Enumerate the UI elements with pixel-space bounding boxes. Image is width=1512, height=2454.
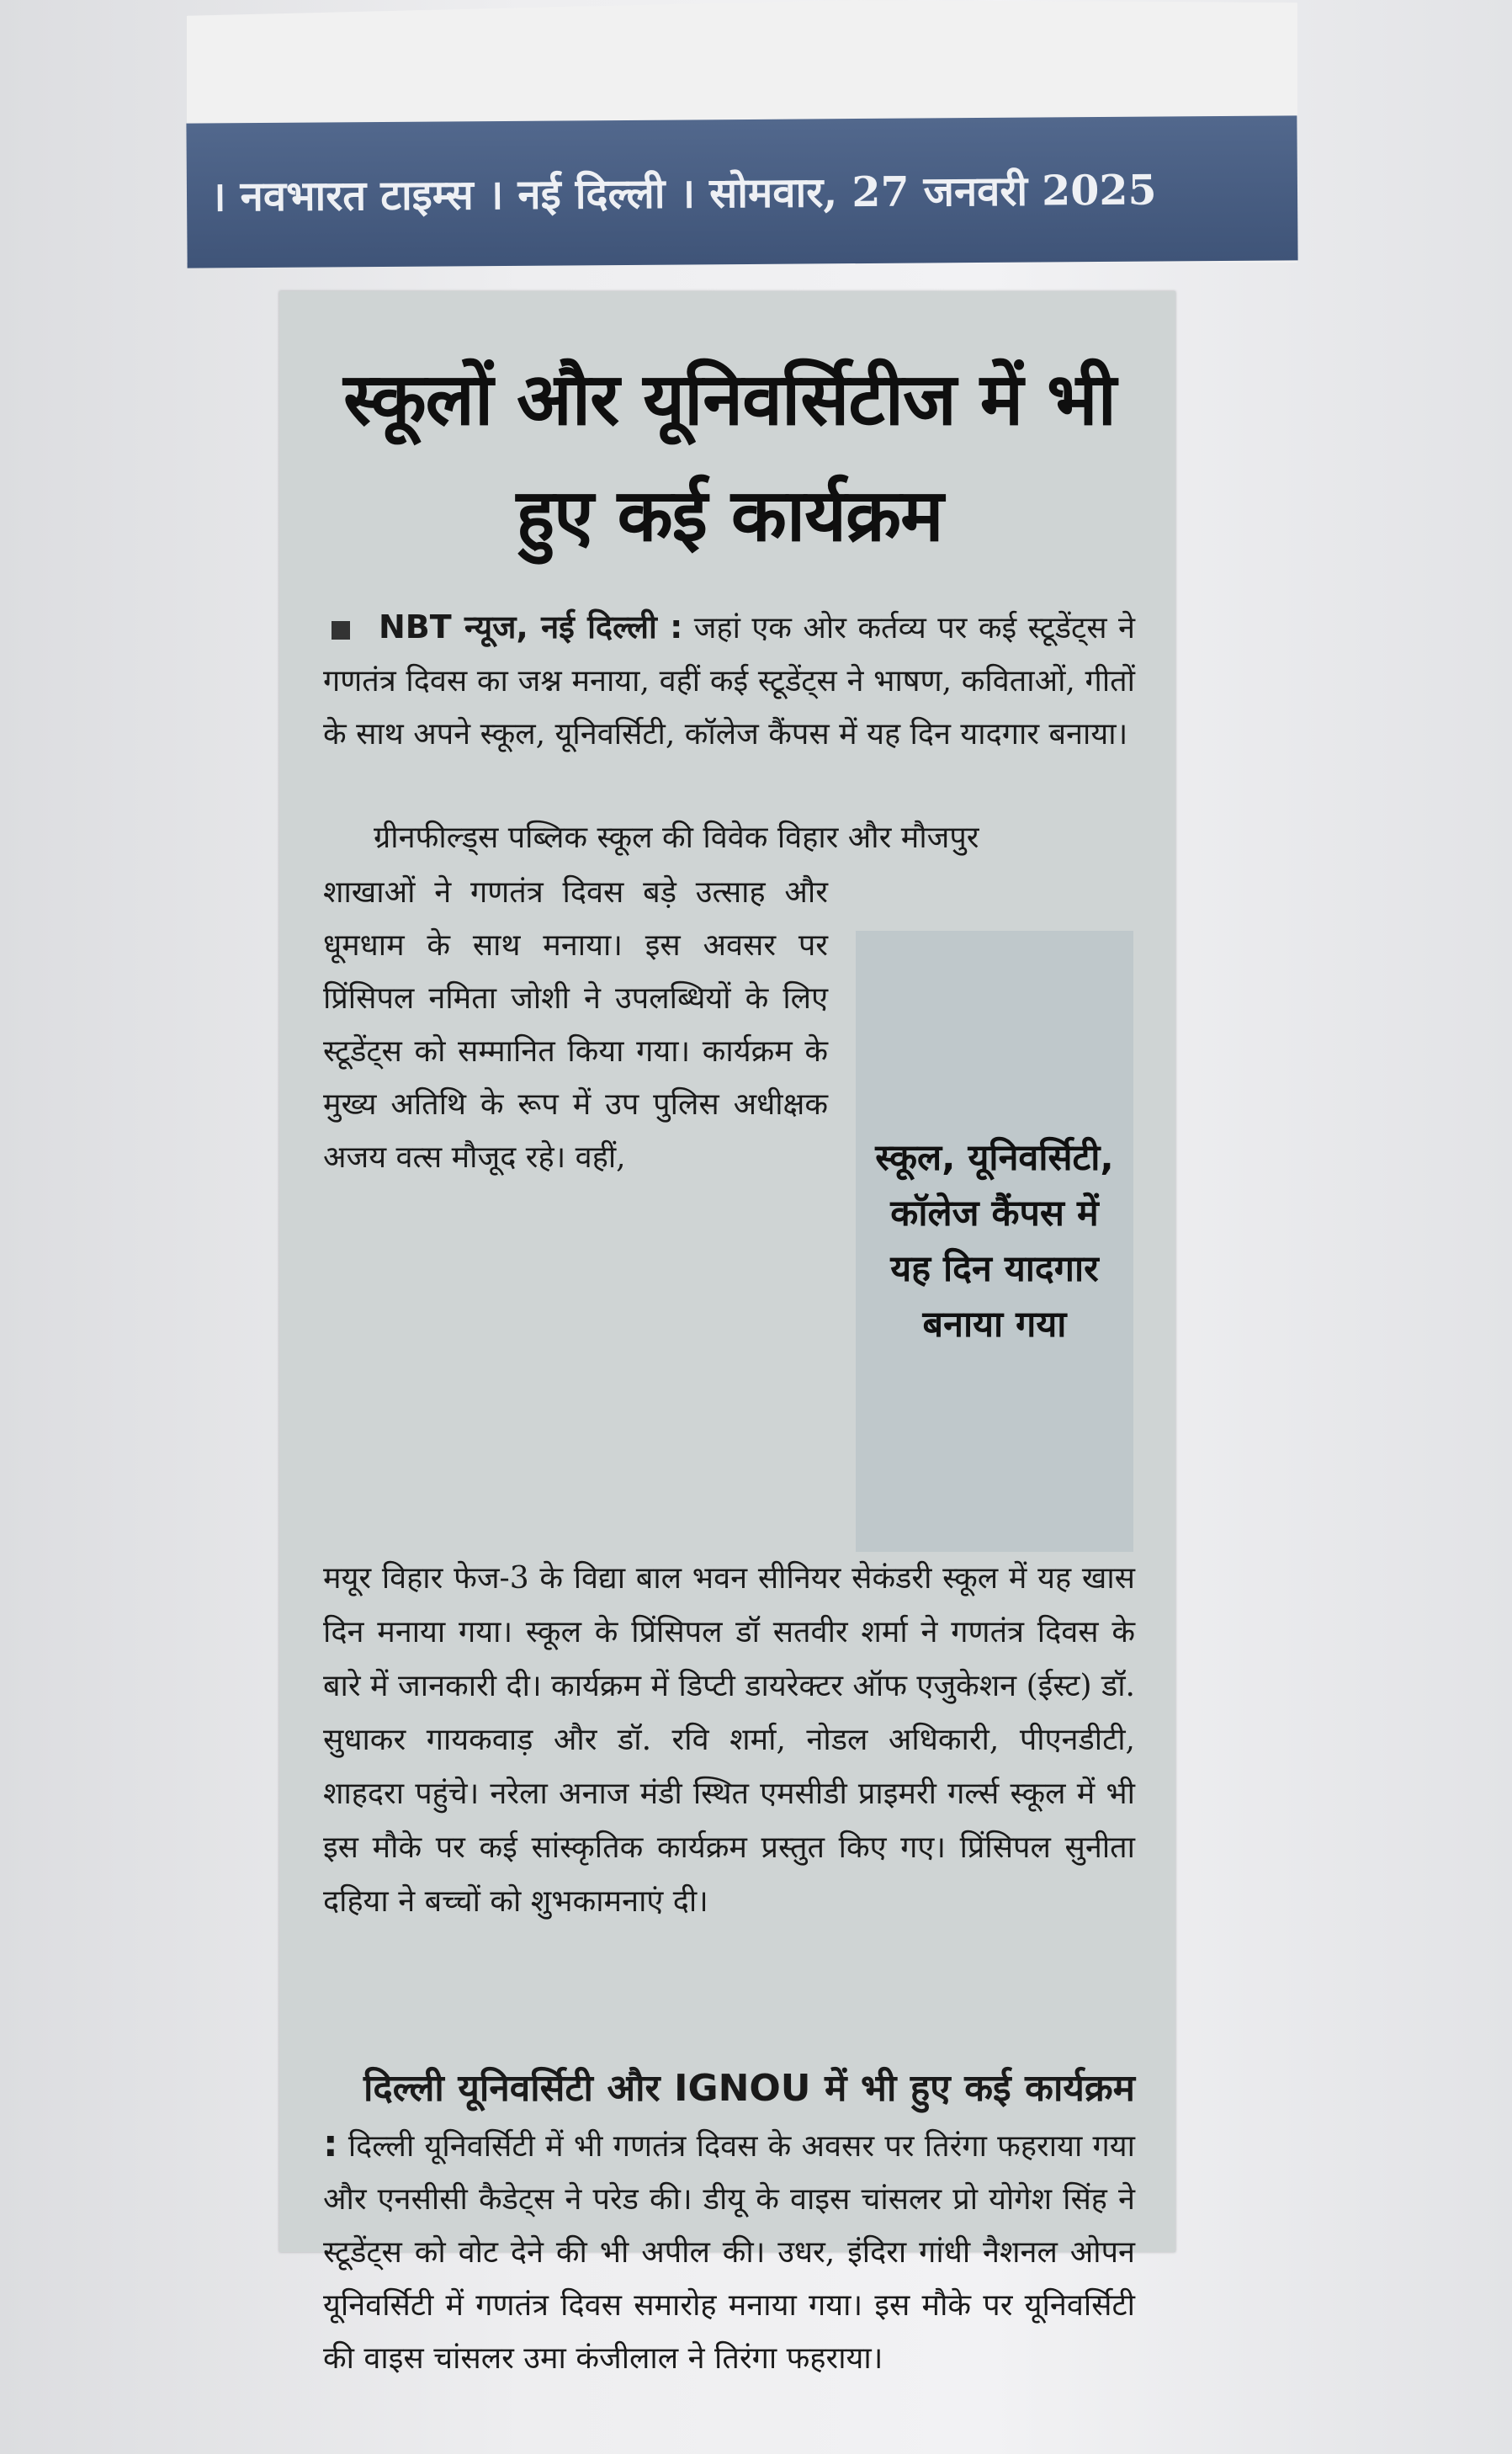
paragraph-intro [323,601,1135,761]
paragraph-greenfields-first-line: ग्रीनफील्ड्स पब्लिक स्कूल की विवेक विहार और मौजपुर [374,821,979,855]
byline: NBT न्यूज, नई दिल्ली : [379,608,683,645]
pull-quote-text: स्कूल, यूनिवर्सिटी, कॉलेज कैंपस में यह दिन यादगार बनाया गया [875,1137,1114,1346]
paragraph-greenfields-column: शाखाओं ने गणतंत्र दिवस बड़े उत्साह और धूमधाम के साथ मनाया। इस अवसर पर प्रिंसिपल नमिता जोशी ने उपलब्धियों के लिए स्टूडेंट्स को सम्मानित किया गया। कार्यक्रम के मुख्य अतिथि के रूप में उप पुलिस अधीक्षक अजय वत्स मौजूद रहे। वहीं, [323,875,828,1175]
dateline-band [186,115,1297,268]
news-clipping [279,291,1175,2376]
pull-quote-box [856,931,1133,1552]
headline: स्कूलों और यूनिवर्सिटीज में भी हुए कई कार्यक्रम [343,358,1116,558]
intro-text: जहां एक ओर कर्तव्य पर कई स्टूडेंट्स ने गणतंत्र दिवस का जश्न मनाया, वहीं कई स्टूडेंट्स ने भाषण, कविताओं, गीतों के साथ अपने स्कूल, यूनिवर्सिटी, कॉलेज कैंपस में यह दिन यादगार बनाया। [323,611,1135,752]
subheading: दिल्ली यूनिवर्सिटी और IGNOU में भी हुए कई कार्यक्रम : [323,2067,1135,2165]
bullet-square-icon [332,621,350,640]
universities-text: दिल्ली यूनिवर्सिटी में भी गणतंत्र दिवस के अवसर पर तिरंगा फहराया गया और एनसीसी कैडेट्स ने परेड की। डीयू के वाइस चांसलर प्रो योगेश सिंह ने स्टूडेंट्स को वोट देने की भी अपील की। उधर, इंदिरा गांधी नैशनल ओपन यूनिवर्सिटी में गणतंत्र दिवस समारोह मनाया गया। इस मौके पर यूनिवर्सिटी की वाइस चांसलर उमा कंजीलाल ने तिरंगा फहराया। [323,2129,1135,2376]
dateline-text: । नवभारत टाइम्स । नई दिल्ली । सोमवार, 27 जनवरी 2025 [210,165,1157,221]
paragraph-schools: मयूर विहार फेज-3 के विद्या बाल भवन सीनियर सेकंडरी स्कूल में यह खास दिन मनाया गया। स्कूल के प्रिंसिपल डॉ सतवीर शर्मा ने गणतंत्र दिवस के बारे में जानकारी दी। कार्यक्रम में डिप्टी डायरेक्टर ऑफ एजुकेशन (ईस्ट) डॉ. सुधाकर गायकवाड़ और डॉ. रवि शर्मा, नोडल अधिकारी, पीएनडीटी, शाहदरा पहुंचे। नरेला अनाज मंडी स्थित एमसीडी प्राइमरी गर्ल्स स्कूल में भी इस मौके पर कई सांस्कृतिक कार्यक्रम प्रस्तुत किए गए। प्रिंसिपल सुनीता दहिया ने बच्चों को शुभकामनाएं दी। [323,1561,1135,1919]
paragraph-universities [323,2062,1135,2385]
